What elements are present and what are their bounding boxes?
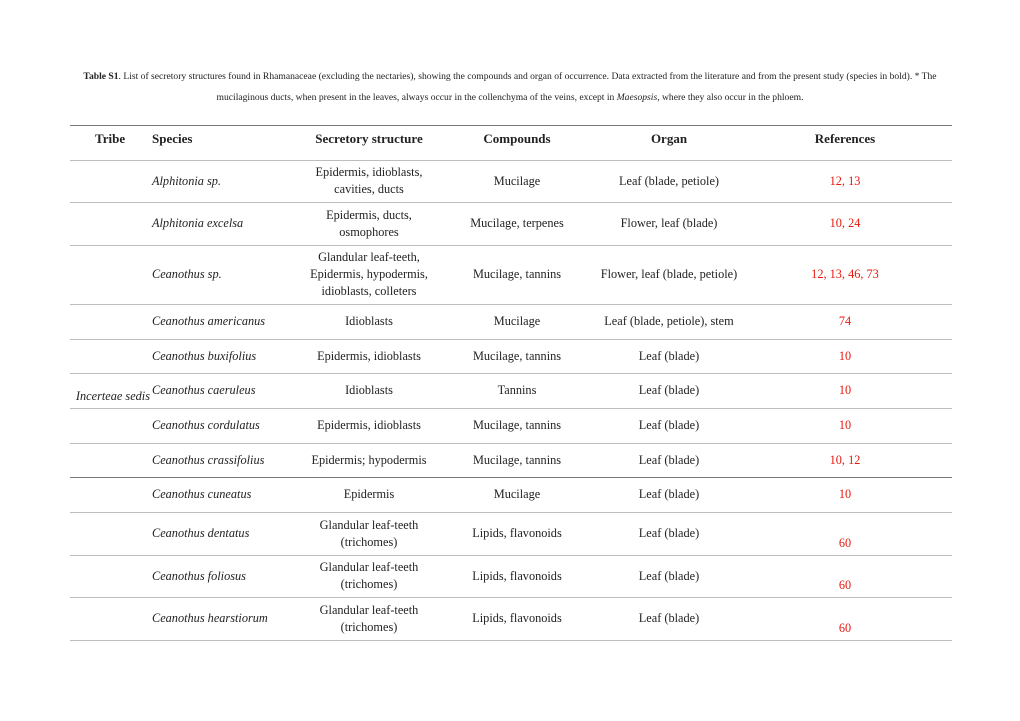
references-cell: 10 [838, 487, 852, 501]
row-divider [70, 555, 952, 556]
row-divider [70, 373, 952, 374]
references-cell: 60 [838, 621, 852, 635]
row-divider [70, 245, 952, 246]
structure-cell: Idioblasts [345, 314, 393, 328]
species-cell: Ceanothus americanus [152, 314, 266, 328]
caption-italic: Maesopsis [616, 92, 658, 103]
structure-cell: Epidermis [343, 487, 395, 501]
table-caption [75, 66, 945, 108]
compounds-cell: Mucilage, tannins [472, 267, 562, 281]
structure-cell: Glandular leaf-teeth, Epidermis, hypodermis, idioblasts, colleters [310, 250, 428, 298]
species-cell: Ceanothus cordulatus [152, 418, 260, 432]
table-top-rule [70, 125, 952, 126]
species-cell: Ceanothus dentatus [152, 526, 250, 540]
caption-label: Table S1 [83, 71, 119, 82]
organ-cell: Leaf (blade) [638, 452, 700, 467]
organ-cell: Leaf (blade) [638, 526, 700, 540]
organ-cell: Flower, leaf (blade) [620, 216, 718, 230]
header-tribe: Tribe [95, 131, 126, 146]
row-divider [70, 597, 952, 598]
organ-cell: Leaf (blade) [638, 383, 700, 397]
compounds-cell: Lipids, flavonoids [472, 526, 562, 540]
row-divider [70, 640, 952, 641]
organ-cell: Leaf (blade) [638, 348, 700, 363]
compounds-cell: Mucilage [493, 173, 541, 188]
caption-text: . List of secretory structures found in Rhamanaceae (excluding the nectaries), showing the compounds and organ of occurrence. Data extracted from the literature and from the present study (species in bold). * The mucilaginous ducts, when present in the leaves, always occur in the collenchyma of the veins, except in [118, 71, 937, 103]
organ-cell: Flower, leaf (blade, petiole) [600, 267, 738, 281]
references-cell: 60 [838, 578, 852, 592]
species-cell: Ceanothus crassifolius [152, 452, 265, 467]
header-structure: Secretory structure [315, 131, 423, 146]
compounds-cell: Mucilage [493, 314, 541, 328]
references-cell: 74 [838, 314, 852, 328]
references-cell: 10 [838, 418, 852, 432]
species-cell: Alphitonia excelsa [152, 216, 244, 230]
organ-cell: Leaf (blade) [638, 568, 700, 583]
header-references: References [814, 131, 876, 146]
structure-cell: Epidermis, idioblasts, cavities, ducts [315, 165, 423, 196]
row-divider [70, 477, 952, 478]
species-cell: Ceanothus buxifolius [152, 348, 257, 363]
structure-cell: Epidermis, idioblasts [317, 418, 421, 432]
row-divider [70, 512, 952, 513]
structure-cell: Glandular leaf-teeth (trichomes) [319, 517, 419, 549]
species-cell: Ceanothus cuneatus [152, 487, 252, 501]
row-divider [70, 160, 952, 161]
organ-cell: Leaf (blade) [638, 418, 700, 432]
structure-cell: Idioblasts [345, 383, 393, 397]
organ-cell: Leaf (blade) [638, 611, 700, 625]
species-cell: Ceanothus caeruleus [152, 383, 256, 397]
structure-cell: Epidermis, idioblasts [317, 348, 421, 363]
references-cell: 10, 24 [829, 216, 861, 230]
organ-cell: Leaf (blade, petiole) [618, 173, 720, 188]
references-cell: 10 [838, 348, 852, 363]
species-cell: Ceanothus foliosus [152, 568, 246, 583]
caption-text-end: , where they also occur in the phloem. [657, 92, 804, 103]
header-organ: Organ [650, 131, 688, 146]
references-cell: 12, 13, 46, 73 [811, 267, 879, 281]
compounds-cell: Mucilage, terpenes [470, 216, 564, 230]
structure-cell: Epidermis, ducts, osmophores [326, 207, 412, 239]
compounds-cell: Mucilage, tannins [472, 348, 562, 363]
row-divider [70, 443, 952, 444]
species-cell: Ceanothus sp. [152, 267, 222, 281]
structure-cell: Glandular leaf-teeth (trichomes) [319, 560, 419, 591]
compounds-cell: Mucilage, tannins [472, 452, 562, 467]
header-species: Species [152, 131, 193, 146]
table-header [70, 125, 952, 160]
references-cell: 10, 12 [829, 452, 861, 467]
structure-cell: Epidermis; hypodermis [311, 452, 427, 467]
references-cell: 12, 13 [829, 173, 861, 188]
organ-cell: Leaf (blade) [638, 487, 700, 501]
species-cell: Ceanothus hearstiorum [152, 611, 268, 625]
row-divider [70, 202, 952, 203]
compounds-cell: Lipids, flavonoids [472, 611, 562, 625]
structure-cell: Glandular leaf-teeth (trichomes) [319, 602, 419, 634]
organ-cell: Leaf (blade, petiole), stem [604, 314, 734, 328]
row-divider [70, 408, 952, 409]
header-compounds: Compounds [483, 131, 551, 146]
references-cell: 60 [838, 536, 852, 550]
compounds-cell: Mucilage, tannins [472, 418, 562, 432]
compounds-cell: Lipids, flavonoids [472, 568, 562, 583]
row-divider [70, 304, 952, 305]
tribe-cell: Incerteae sedis [75, 389, 150, 403]
row-divider [70, 339, 952, 340]
species-cell: Alphitonia sp. [152, 173, 222, 188]
compounds-cell: Tannins [497, 383, 537, 397]
references-cell: 10 [838, 383, 852, 397]
compounds-cell: Mucilage [493, 487, 541, 501]
